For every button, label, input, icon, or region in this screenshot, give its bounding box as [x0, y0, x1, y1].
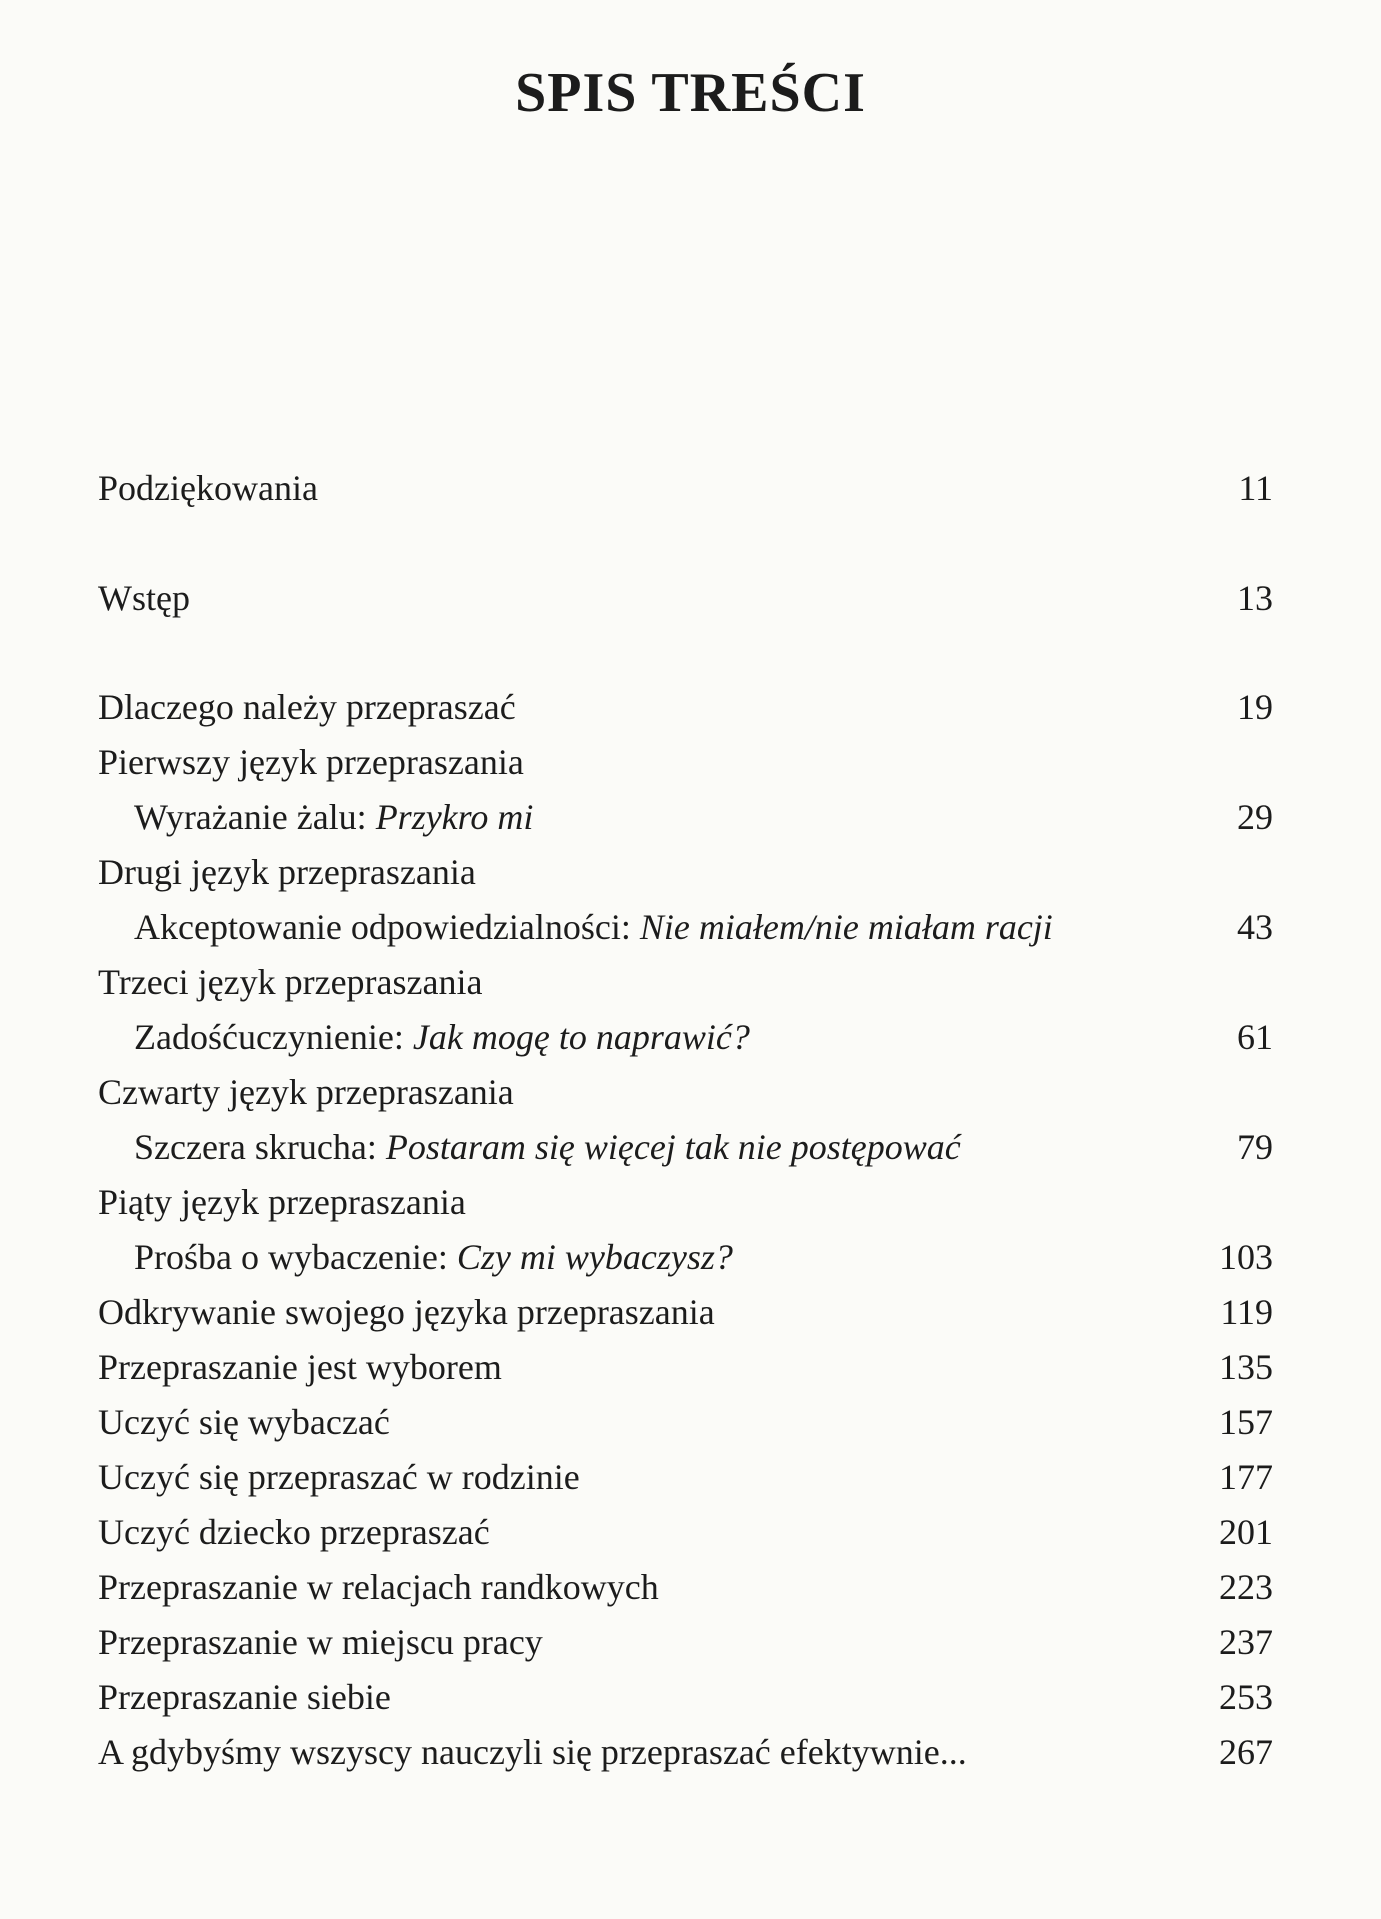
toc-entry-subtitle: Nie miałem/nie miałam racji: [639, 907, 1053, 947]
toc-entry-label: Wstęp: [98, 578, 190, 618]
toc-entry: [98, 1397, 1273, 1447]
toc-entry-title: [98, 1397, 390, 1447]
toc-entry-label: Przepraszanie siebie: [98, 1677, 391, 1717]
toc-entry: [98, 957, 1273, 1007]
toc-entry-label: Przepraszanie w relacjach randkowych: [98, 1567, 659, 1607]
toc-entry-page-number: 79: [1237, 1127, 1273, 1167]
toc-entry-label: Trzeci język przepraszania: [98, 962, 483, 1002]
page-title: SPIS TREŚCI: [515, 62, 866, 124]
toc-entry: [98, 1507, 1273, 1557]
toc-entry-page-number: 157: [1219, 1402, 1273, 1442]
toc-entry-title: [98, 1122, 961, 1172]
toc-entry-page-number: 201: [1219, 1512, 1273, 1552]
toc-entry-label: Czwarty język przepraszania: [98, 1072, 514, 1112]
toc-entry-title: [98, 1727, 967, 1777]
toc-entry-title: [98, 1562, 659, 1612]
toc-entry: [98, 1012, 1273, 1062]
toc-entry-title: [98, 1452, 580, 1502]
toc-entry: [98, 1562, 1273, 1612]
toc-entry-page-number: 43: [1237, 907, 1273, 947]
toc-entry-title: [98, 737, 524, 787]
toc-entry-label: A gdybyśmy wszyscy nauczyli się przepraszać efektywnie...: [98, 1732, 967, 1772]
toc-entry: [98, 1232, 1273, 1282]
toc-entry: [98, 1342, 1273, 1392]
toc-entry-page-number: 267: [1219, 1732, 1273, 1772]
toc-entry-title: [98, 573, 190, 623]
toc-entry-title: [98, 1342, 502, 1392]
toc-entry-label: Przepraszanie w miejscu pracy: [98, 1622, 543, 1662]
toc-entry-title: [98, 1672, 391, 1722]
toc-entry-label: Zadośćuczynienie:: [134, 1017, 413, 1057]
toc-entry-label: Szczera skrucha:: [134, 1127, 386, 1167]
toc-entry-title: [98, 902, 1053, 952]
toc-entry: [98, 1177, 1273, 1227]
toc-entry-subtitle: Czy mi wybaczysz?: [456, 1237, 733, 1277]
toc-entry: [98, 1727, 1273, 1777]
toc-entry-label: Dlaczego należy przepraszać: [98, 687, 516, 727]
toc-entry-label: Piąty język przepraszania: [98, 1182, 466, 1222]
toc-entry-title: [98, 1067, 514, 1117]
toc-entry-title: [98, 682, 516, 732]
toc-entry-label: Uczyć się przepraszać w rodzinie: [98, 1457, 580, 1497]
toc-entry-label: Uczyć się wybaczać: [98, 1402, 390, 1442]
toc-entry-subtitle: Postaram się więcej tak nie postępować: [385, 1127, 961, 1167]
toc-entry: [98, 1672, 1273, 1722]
toc-entry-page-number: 103: [1219, 1237, 1273, 1277]
toc-entry: [98, 737, 1273, 787]
toc-entry-page-number: 177: [1219, 1457, 1273, 1497]
toc-entry-label: Odkrywanie swojego języka przepraszania: [98, 1292, 715, 1332]
toc-entry-label: Akceptowanie odpowiedzialności:: [134, 907, 640, 947]
toc-entry: [98, 792, 1273, 842]
toc-entry-title: [98, 1232, 733, 1282]
toc-entry-label: Drugi język przepraszania: [98, 852, 476, 892]
toc-entry: [98, 682, 1273, 732]
toc-entry-page-number: 61: [1237, 1017, 1273, 1057]
toc-entry-title: [98, 957, 482, 1007]
toc-entry: [98, 1122, 1273, 1172]
toc-entry-page-number: 253: [1219, 1677, 1273, 1717]
toc-entry: [98, 847, 1273, 897]
toc-entry-label: Uczyć dziecko przepraszać: [98, 1512, 490, 1552]
toc-entry-title: [98, 1507, 490, 1557]
toc-entry-title: [98, 463, 318, 513]
toc-entry-page-number: 29: [1237, 797, 1273, 837]
toc-entry-page-number: 119: [1220, 1292, 1273, 1332]
toc-entry: [98, 902, 1273, 952]
toc-entry-label: Wyrażanie żalu:: [134, 797, 376, 837]
toc-entry-title: [98, 1287, 715, 1337]
toc-entry-title: [98, 1177, 466, 1227]
toc-entry-page-number: 237: [1219, 1622, 1273, 1662]
toc-entry-subtitle: Przykro mi: [375, 797, 534, 837]
toc-entry-page-number: 19: [1237, 687, 1273, 727]
toc-entry-title: [98, 1012, 750, 1062]
toc-entry-label: Pierwszy język przepraszania: [98, 742, 524, 782]
toc-entry-title: [98, 792, 533, 842]
toc-entry-label: Prośba o wybaczenie:: [134, 1237, 457, 1277]
toc-entry-label: Podziękowania: [98, 468, 318, 508]
toc-entry-page-number: 11: [1238, 468, 1273, 508]
toc-entry: [98, 463, 1273, 513]
toc-entry-page-number: 223: [1219, 1567, 1273, 1607]
toc-entry-subtitle: Jak mogę to naprawić?: [412, 1017, 750, 1057]
toc-entry: [98, 573, 1273, 623]
toc-entry-page-number: 13: [1237, 578, 1273, 618]
toc-entry: [98, 1067, 1273, 1117]
toc-entry: [98, 1287, 1273, 1337]
toc-entry-title: [98, 1617, 543, 1667]
toc-entry-title: [98, 847, 476, 897]
toc-entry: [98, 1452, 1273, 1502]
toc-entry-page-number: 135: [1219, 1347, 1273, 1387]
toc-entry: [98, 1617, 1273, 1667]
toc-entry-label: Przepraszanie jest wyborem: [98, 1347, 502, 1387]
